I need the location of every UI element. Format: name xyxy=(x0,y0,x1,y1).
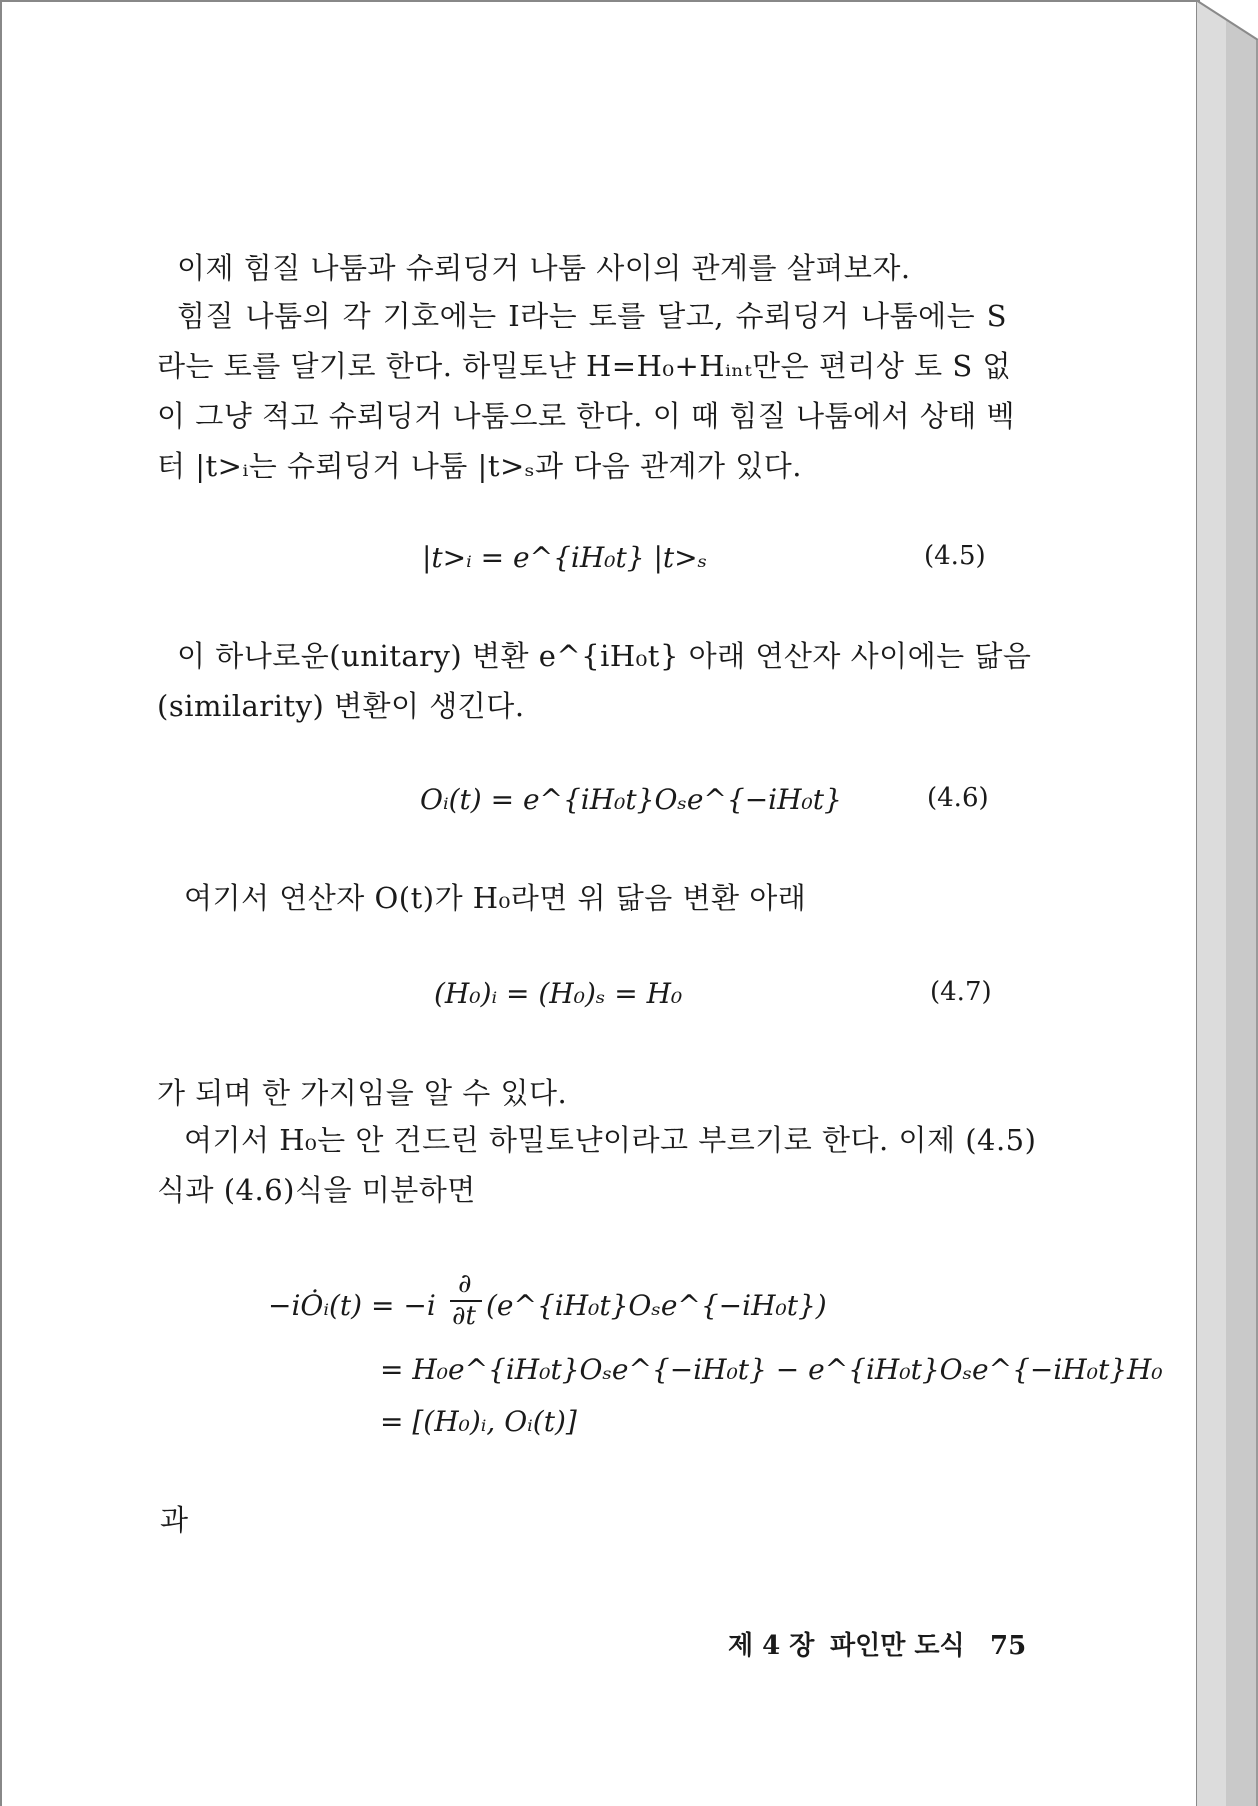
equation-4-6-number: (4.6) xyxy=(927,783,989,813)
equation-4-5-number: (4.5) xyxy=(924,541,986,571)
derivation-fraction-numerator: ∂ xyxy=(458,1269,472,1299)
derivation-lhs: −iȮᵢ(t) = −i xyxy=(268,1289,436,1322)
derivation-rhs-line-3: = [(H₀)ᵢ, Oᵢ(t)] xyxy=(380,1405,577,1438)
footer-page-number: 75 xyxy=(990,1631,1027,1661)
paragraph-1-line-1: 이제 힘질 나툼과 슈뢰딩거 나툼 사이의 관계를 살펴보자. xyxy=(177,251,911,285)
equation-4-5: |t>ᵢ = e^{iH₀t} |t>ₛ xyxy=(422,541,708,574)
paragraph-7-line-1: 과 xyxy=(160,1503,189,1537)
equation-4-7: (H₀)ᵢ = (H₀)ₛ = H₀ xyxy=(434,977,683,1010)
paragraph-3-line-2: (similarity) 변환이 생긴다. xyxy=(157,689,525,723)
footer-chapter-title: 파인만 도식 xyxy=(830,1631,965,1661)
paragraph-4-line-1: 여기서 연산자 O(t)가 H₀라면 위 닮음 변환 아래 xyxy=(184,881,807,915)
equation-4-7-number: (4.7) xyxy=(930,977,992,1007)
derivation-rhs-line-2: = H₀e^{iH₀t}Oₛe^{−iH₀t} − e^{iH₀t}Oₛe^{−iH₀t}H₀ xyxy=(380,1353,1163,1386)
paragraph-3-line-1: 이 하나로운(unitary) 변환 e^{iH₀t} 아래 연산자 사이에는 닮음 xyxy=(177,639,1032,673)
paragraph-5-line-1: 가 되며 한 가지임을 알 수 있다. xyxy=(157,1076,568,1110)
footer-chapter: 제 4 장 xyxy=(728,1631,815,1661)
paragraph-2-line-1: 힘질 나툼의 각 기호에는 I라는 토를 달고, 슈뢰딩거 나툼에는 S xyxy=(177,299,1007,333)
derivation-rhs-line-1: (e^{iH₀t}Oₛe^{−iH₀t}) xyxy=(486,1289,827,1322)
equation-4-6: Oᵢ(t) = e^{iH₀t}Oₛe^{−iH₀t} xyxy=(420,783,842,816)
paragraph-2-line-4: 터 |t>ᵢ는 슈뢰딩거 나툼 |t>ₛ과 다음 관계가 있다. xyxy=(157,449,803,483)
page-stack-edge xyxy=(1196,0,1258,1806)
paragraph-2-line-3: 이 그냥 적고 슈뢰딩거 나툼으로 한다. 이 때 힘질 나툼에서 상태 벡 xyxy=(157,399,1015,433)
paragraph-2-line-2: 라는 토를 달기로 한다. 하밀토냔 H=H₀+Hᵢₙₜ만은 편리상 토 S 없 xyxy=(157,349,1011,383)
paragraph-6-line-2: 식과 (4.6)식을 미분하면 xyxy=(157,1173,476,1207)
derivation-fraction-denominator: ∂t xyxy=(452,1301,476,1331)
paragraph-6-line-1: 여기서 H₀는 안 건드린 하밀토냔이라고 부르기로 한다. 이제 (4.5) xyxy=(184,1123,1037,1157)
